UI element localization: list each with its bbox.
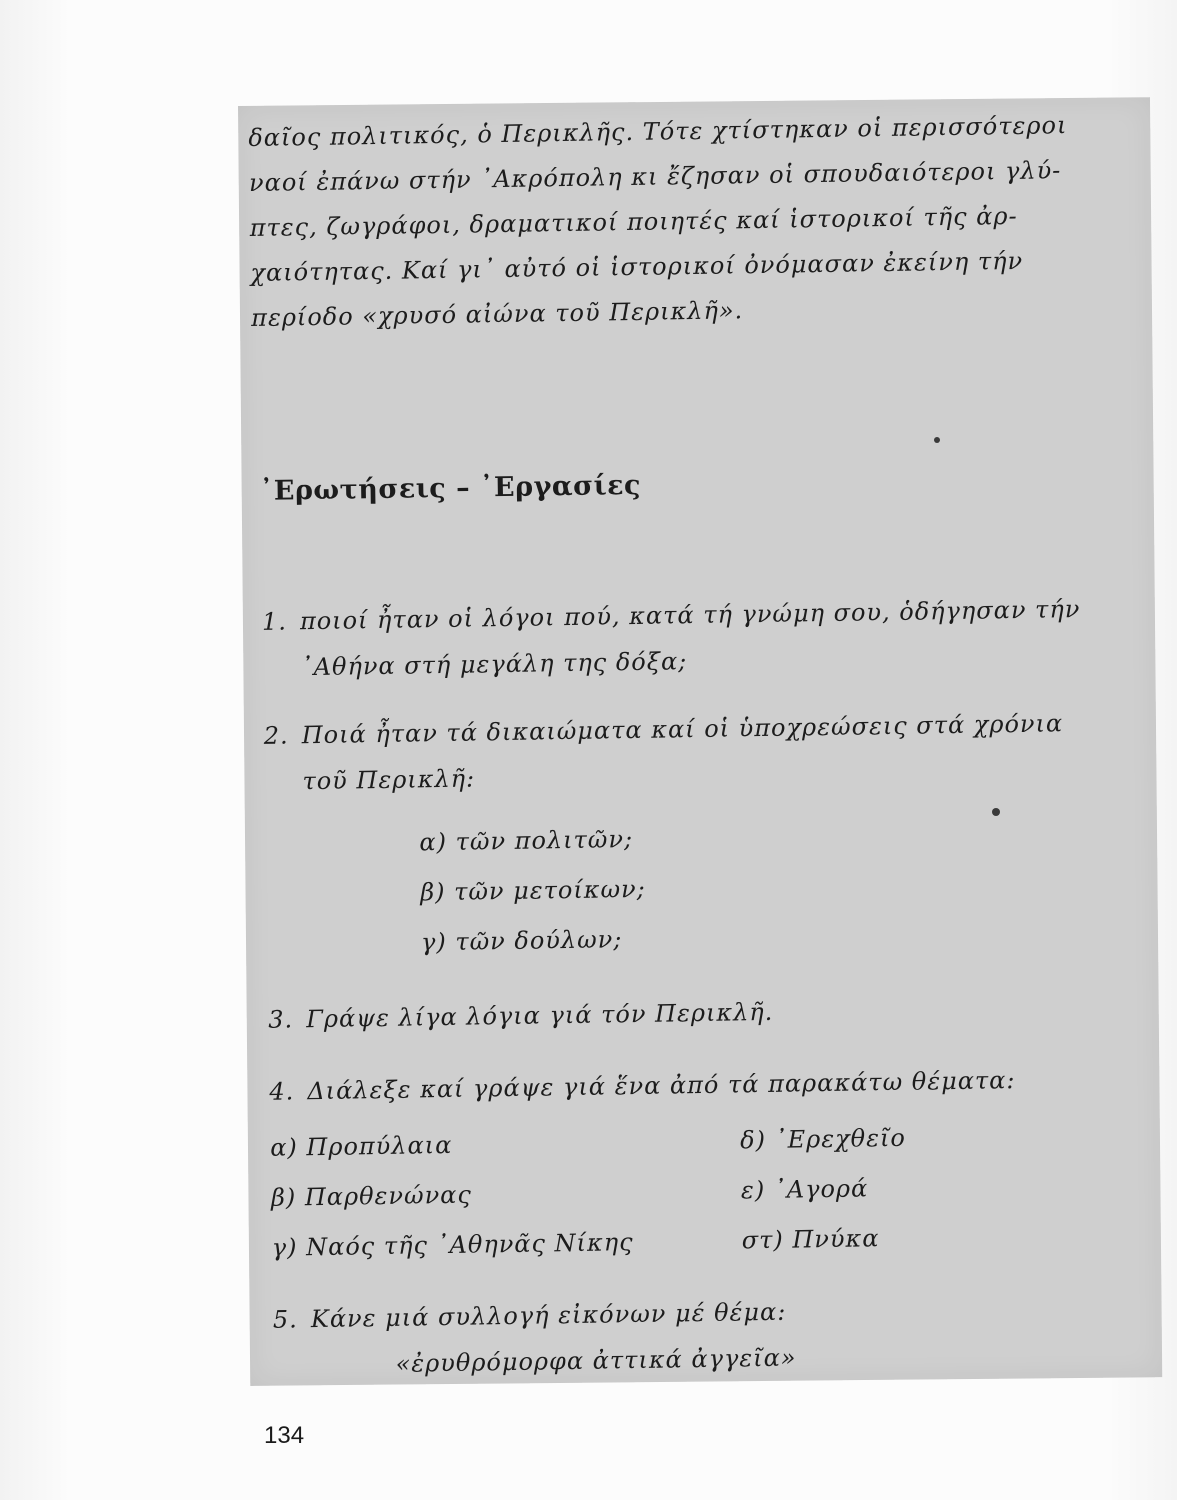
intro-paragraph — [248, 102, 1141, 341]
question-text: Γράψε λίγα λόγια γιά τόν Περικλῆ. — [305, 997, 774, 1034]
topic-item: στ) Πνύκα — [741, 1224, 880, 1255]
section-heading: ᾿Ερωτήσεις – ᾿Εργασίες — [259, 469, 642, 507]
page-content — [248, 102, 1158, 1376]
question-text: Ποιά ἦταν τά δικαιώματα καί οἱ ὑποχρεώσεις στά χρόνια — [301, 709, 1064, 750]
topic-item: ε) ᾿Αγορά — [740, 1174, 869, 1205]
intro-line: πτες, ζωγράφοι, δραματικοί ποιητές καί ἱστορικοί τῆς ἀρ- — [249, 201, 1018, 242]
question-number: 4. — [269, 1077, 295, 1106]
question-5-line-1 — [273, 1298, 787, 1334]
question-2-line-1 — [264, 709, 1064, 750]
question-2-line-2: τοῦ Περικλῆ: — [302, 764, 476, 796]
question-number: 3. — [267, 1005, 294, 1034]
question-text: Κάνε μιά συλλογή εἰκόνων μέ θέμα: — [310, 1297, 787, 1334]
topic-item: γ) Ναός τῆς ᾿Αθηνᾶς Νίκης — [271, 1228, 634, 1262]
list-item: α) τῶν πολιτῶν; — [419, 825, 634, 857]
intro-line: δαῖος πολιτικός, ὁ Περικλῆς. Τότε χτίστηκαν οἱ περισσότεροι — [248, 111, 1068, 152]
question-4 — [269, 1066, 1016, 1106]
page-number: 134 — [264, 1422, 305, 1449]
intro-line: ναοί ἐπάνω στήν ᾿Ακρόπολη κι ἔζησαν οἱ σπουδαιότεροι γλύ- — [248, 156, 1062, 197]
question-number: 1. — [261, 607, 288, 636]
list-item: γ) τῶν δούλων; — [420, 925, 623, 957]
question-1-line-1 — [262, 595, 1081, 636]
intro-line: περίοδο «χρυσό αἰώνα τοῦ Περικλῆ». — [250, 296, 744, 332]
question-1-line-2: ᾿Αθήνα στή μεγάλη της δόξα; — [300, 647, 688, 682]
topic-item: δ) ᾿Ερεχθεῖο — [739, 1123, 907, 1155]
question-3 — [268, 998, 774, 1034]
intro-line: χαιότητας. Καί γι᾿ αὐτό οἱ ἱστορικοί ὀνόμασαν ἐκείνη τήν — [250, 246, 1024, 287]
question-number: 5. — [272, 1305, 299, 1334]
question-5-line-2: «ἐρυθρόμορφα ἀττικά ἀγγεῖα» — [395, 1343, 797, 1378]
list-item: β) τῶν μετοίκων; — [419, 874, 646, 907]
topic-item: β) Παρθενώνας — [270, 1180, 473, 1212]
question-text: Διάλεξε καί γράψε γιά ἕνα ἀπό τά παρακάτω θέματα: — [307, 1066, 1016, 1106]
topic-item: α) Προπύλαια — [269, 1130, 453, 1162]
question-text: ποιοί ἦταν οἱ λόγοι πού, κατά τή γνώμη σου, ὁδήγησαν τήν — [299, 594, 1081, 636]
question-number: 2. — [263, 721, 289, 750]
